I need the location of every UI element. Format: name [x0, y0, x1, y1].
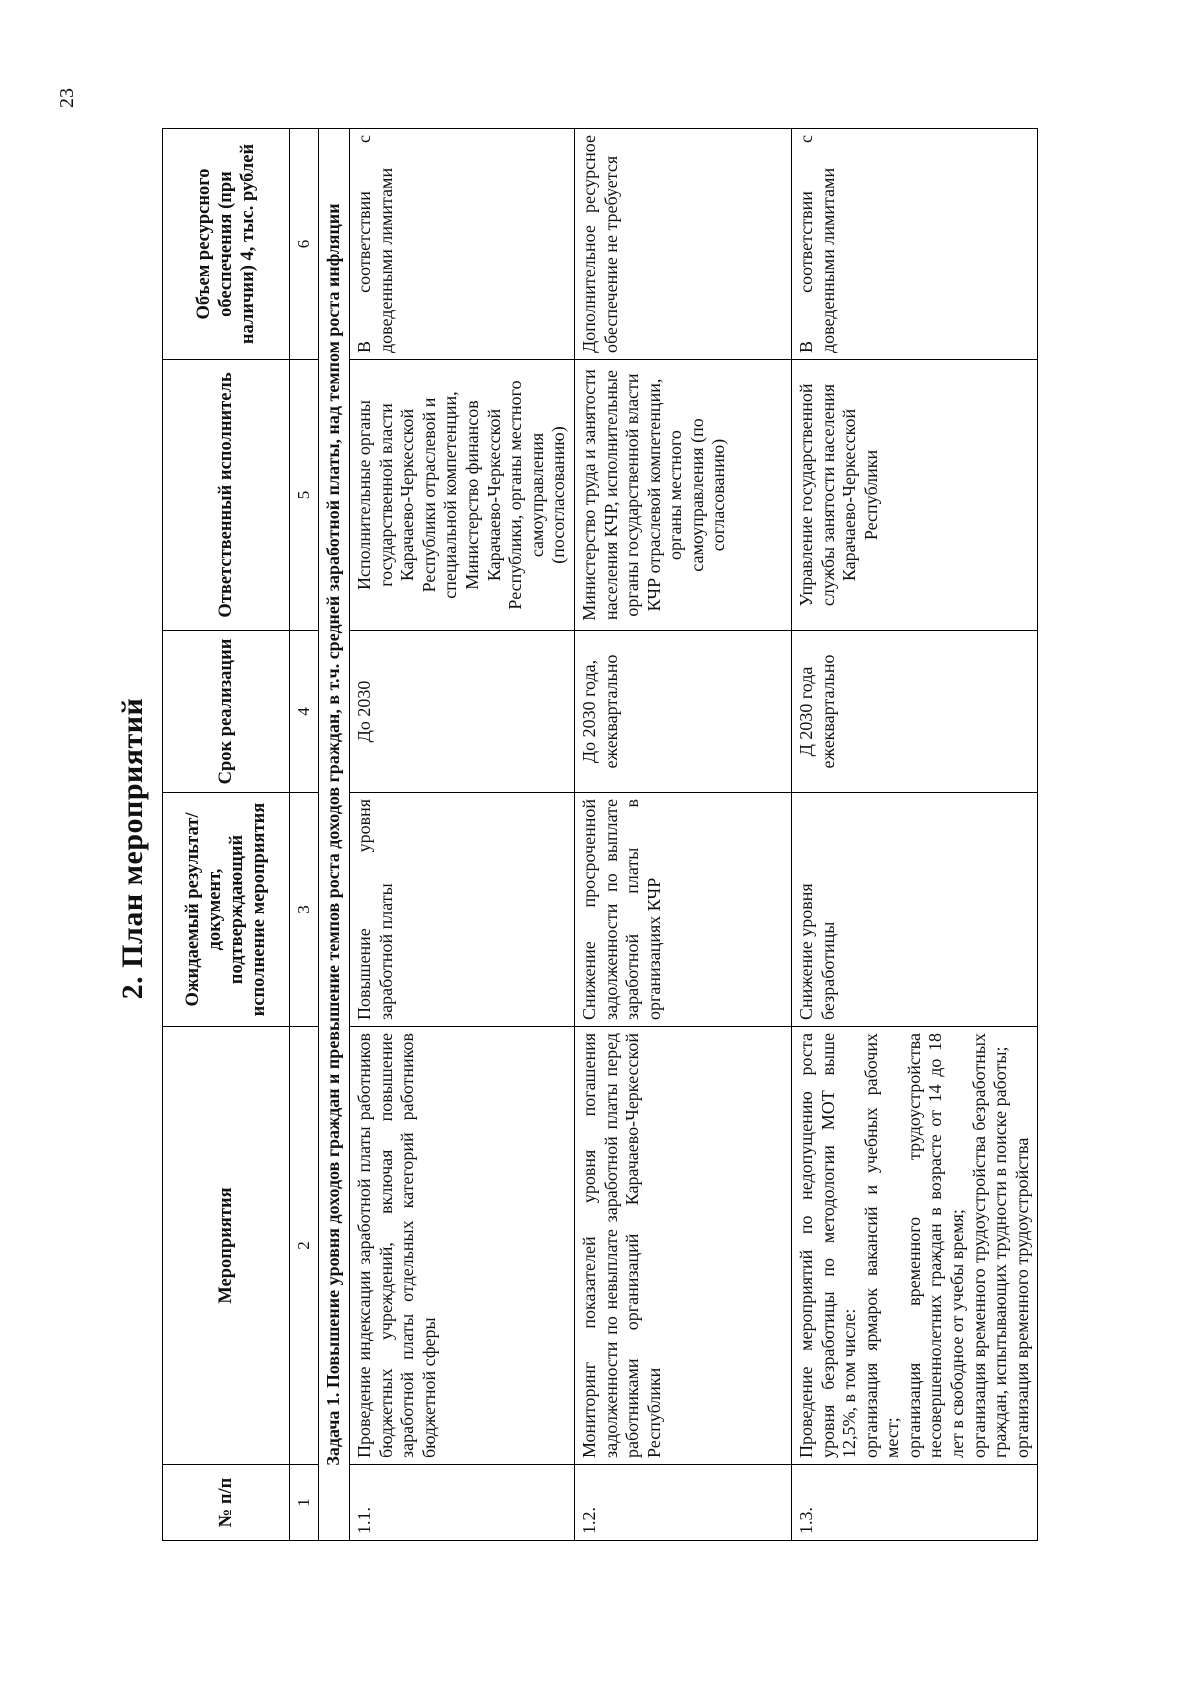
term-cell: Д 2030 года ежеквартально	[791, 631, 1038, 793]
task-row	[319, 129, 350, 1541]
column-number: 2	[290, 1027, 319, 1465]
row-number: 1.2.	[574, 1465, 791, 1541]
row-number: 1.3.	[791, 1465, 1038, 1541]
header-num: № п/п	[163, 1465, 290, 1541]
table-row	[349, 129, 574, 1541]
measure-line: организация временного трудоустройства несовершеннолетних граждан в возрасте от 14 до 18 лет в свободное от учебы время;	[903, 1033, 968, 1458]
measure-line: организация временного трудоустройства безработных граждан, испытывающих трудности в поиске работы;	[968, 1033, 1011, 1458]
resources-cell: В соответствии с доведенными лимитами	[349, 129, 574, 360]
header-executor: Ответственный исполнитель	[163, 360, 290, 631]
column-number: 1	[290, 1465, 319, 1541]
term-cell: До 2030 года, ежеквартально	[574, 631, 791, 793]
executor-cell: Исполнительные органы государственной власти Карачаево-Черкесской Республики отраслевой и специальной компетенции, Министерство финансов Карачаево-Черкесской Республики, органы местного самоуправления (посогласованию)	[349, 360, 574, 631]
page-number: 23	[56, 88, 78, 108]
executor-cell: Министерство труда и занятости населения КЧР, исполнительные органы государственной власти КЧР отраслевой компетенции, органы местного самоуправления (по согласованию)	[574, 360, 791, 631]
column-number: 5	[290, 360, 319, 631]
table-row	[791, 129, 1038, 1541]
resources-cell: В соответствии с доведенными лимитами	[791, 129, 1038, 360]
resources-cell: Дополнительное ресурсное обеспечение не требуется	[574, 129, 791, 360]
column-number: 3	[290, 793, 319, 1027]
action-plan-table	[162, 128, 1038, 1541]
table-header-row	[163, 129, 290, 1541]
column-number: 6	[290, 129, 319, 360]
task-heading: Задача 1. Повышение уровня доходов граждан и превышение темпов роста доходов граждан, в т.ч. средней заработной платы, над темпом роста инфляции	[319, 129, 350, 1541]
term-cell: До 2030	[349, 631, 574, 793]
measure-cell	[791, 1027, 1038, 1465]
header-resources: Объем ресурсного обеспечения (при наличии) 4, тыс. рублей	[163, 129, 290, 360]
measure-line: Проведение мероприятий по недопущению роста уровня безработицы по методологии МОТ выше 12,5%, в том числе:	[795, 1033, 860, 1458]
measure-cell: Проведение индексации заработной платы работников бюджетных учреждений, включая повышение заработной платы отдельных категорий работников бюджетной сферы	[349, 1027, 574, 1465]
table-row	[574, 129, 791, 1541]
column-number-row	[290, 129, 319, 1541]
header-expected-result: Ожидаемый результат/ документ, подтверждающий исполнение мероприятия	[163, 793, 290, 1027]
row-number: 1.1.	[349, 1465, 574, 1541]
result-cell: Снижение уровня безработицы	[791, 793, 1038, 1027]
measure-cell: Мониторинг показателей уровня погашения задолженности по невыплате заработной платы перед работниками организаций Карачаево-Черкесской Республики	[574, 1027, 791, 1465]
column-number: 4	[290, 631, 319, 793]
executor-cell: Управление государственной службы занятости населения Карачаево-Черкесской Республики	[791, 360, 1038, 631]
measure-line: организация временного трудоустройства	[1011, 1137, 1032, 1458]
header-measures: Мероприятия	[163, 1027, 290, 1465]
header-term: Срок реализации	[163, 631, 290, 793]
result-cell: Снижение просроченной задолженности по выплате заработной платы в организациях КЧР	[574, 793, 791, 1027]
measure-line: организация ярмарок вакансий и учебных рабочих мест;	[860, 1033, 903, 1458]
result-cell: Повышение уровня заработной платы	[349, 793, 574, 1027]
section-title: 2. План мероприятий	[116, 697, 149, 1000]
